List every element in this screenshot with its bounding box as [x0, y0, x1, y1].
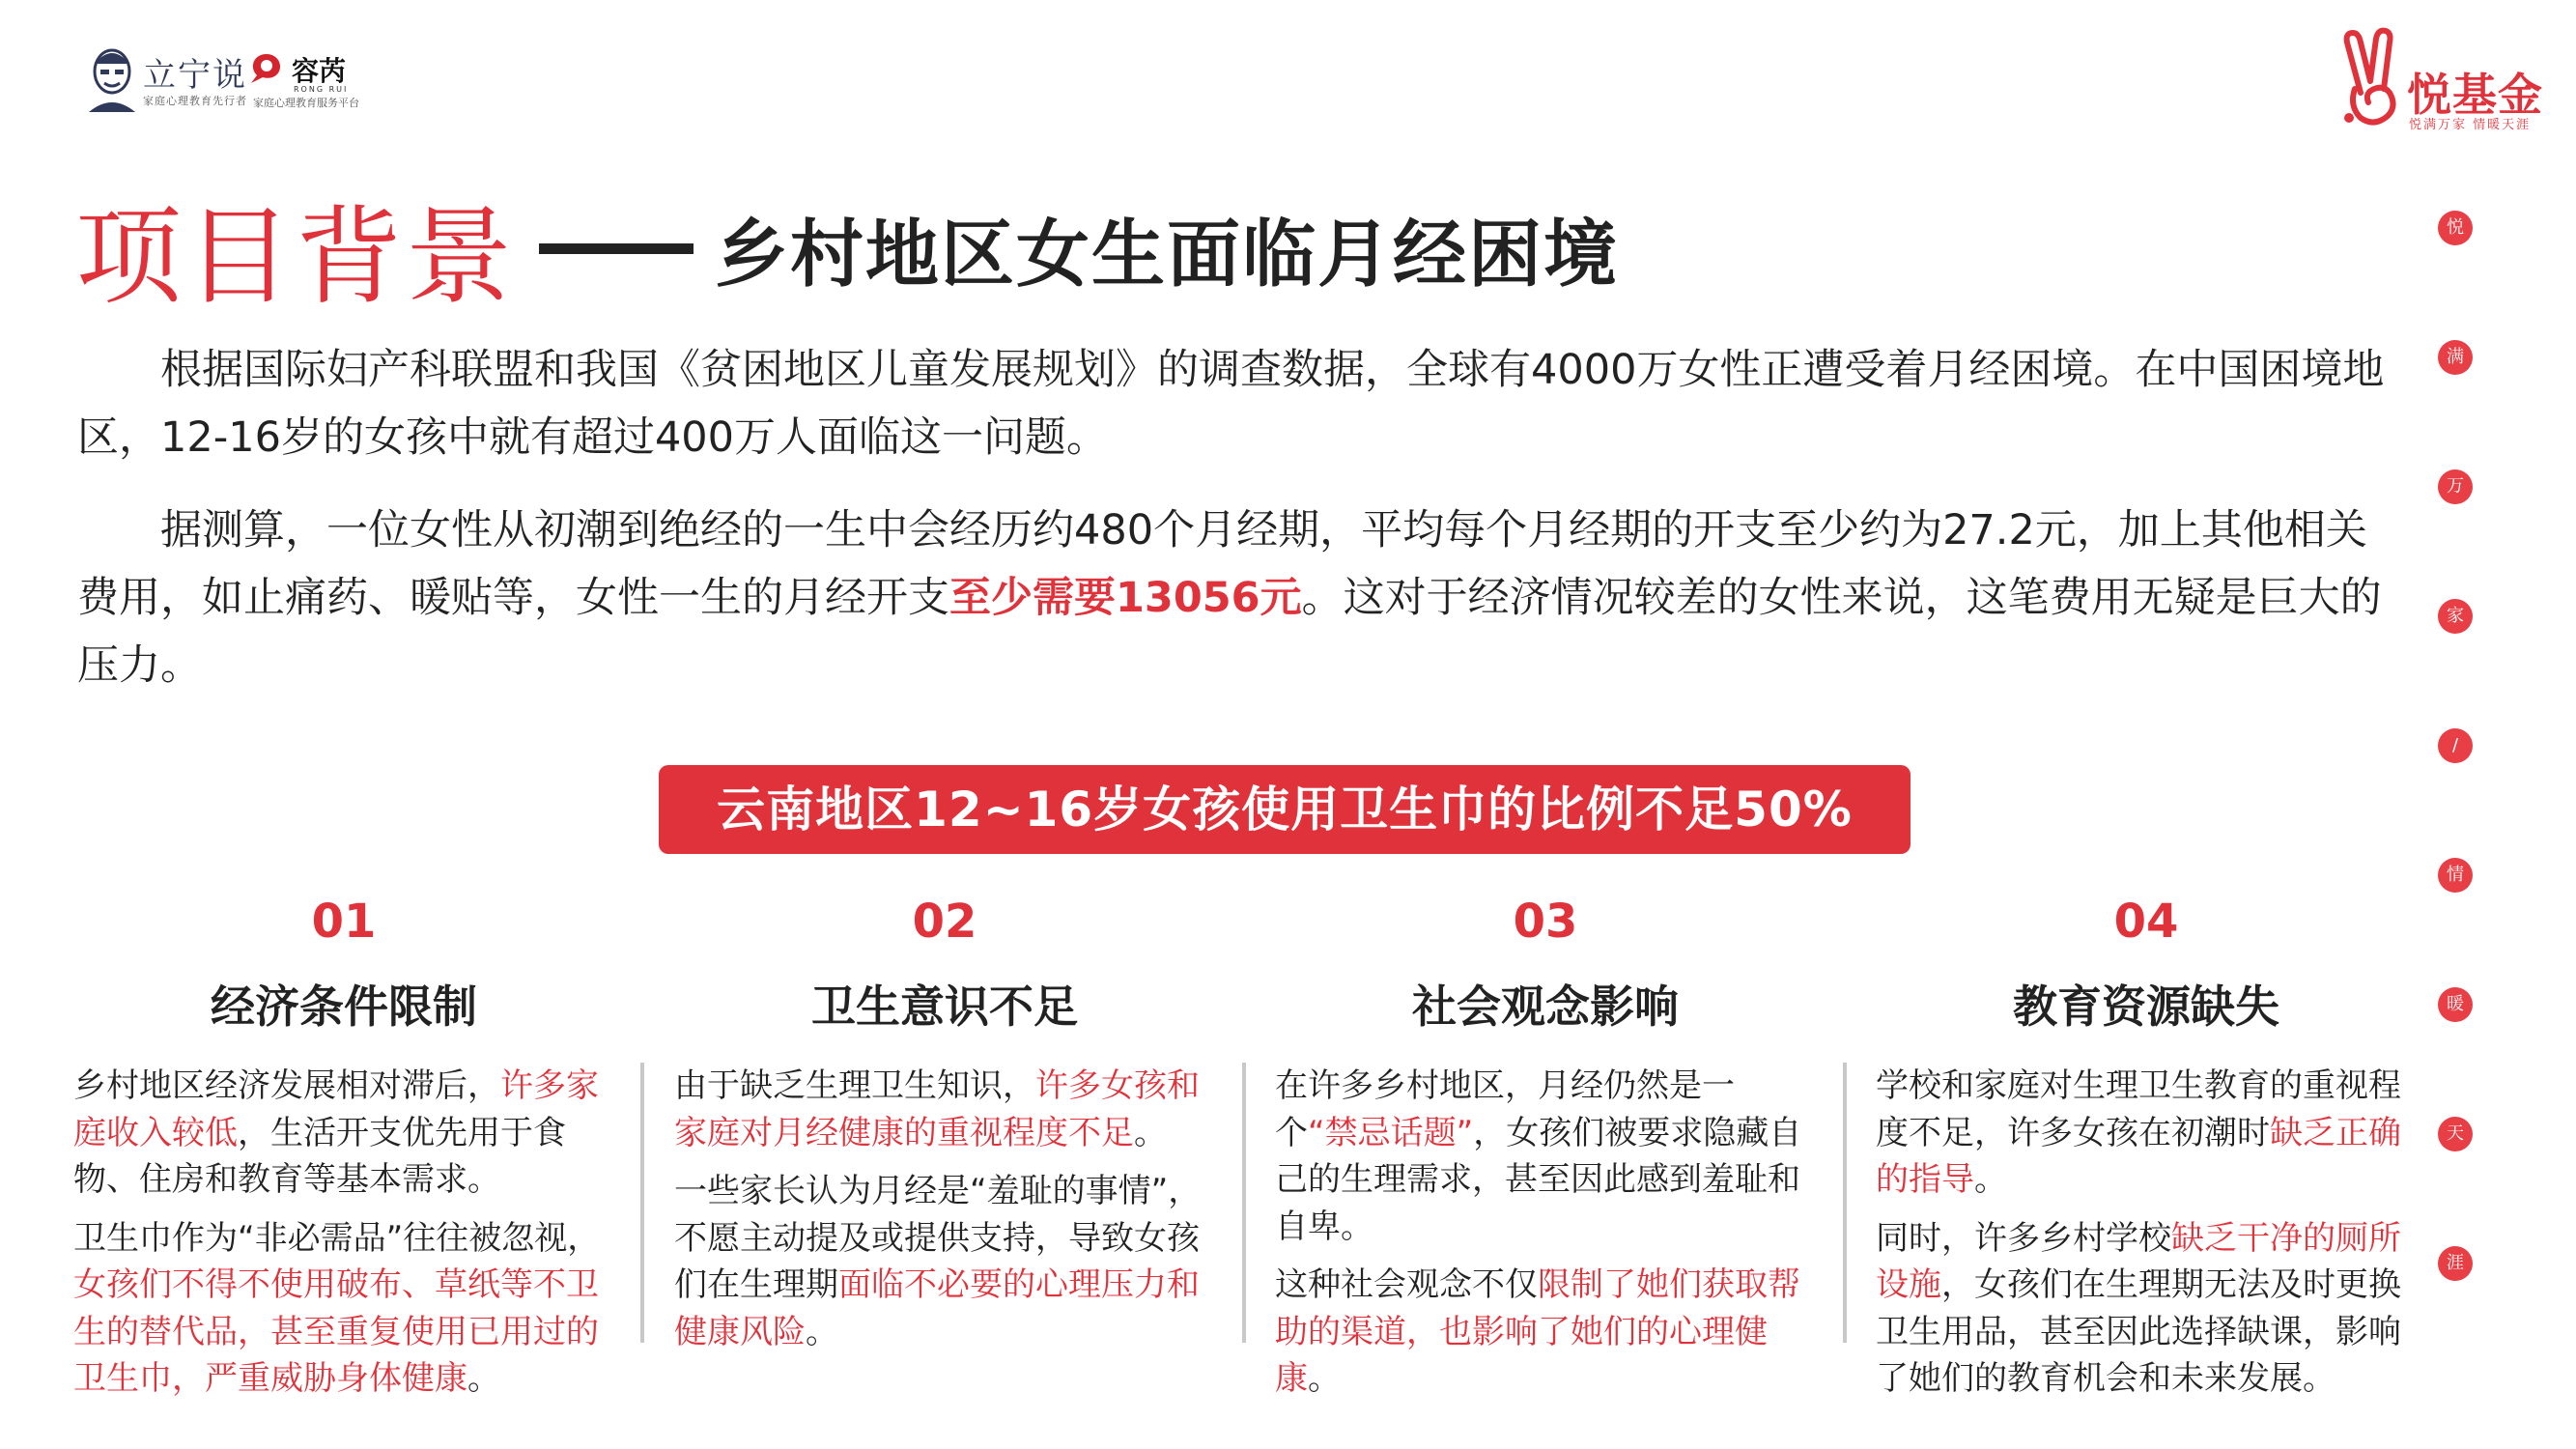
page-title [75, 172, 1619, 319]
lining-portrait-icon [83, 43, 141, 112]
lining-rongrui-logo [83, 43, 373, 129]
side-dot: 涯 [2438, 1246, 2473, 1281]
reason-paragraph [1876, 1063, 2417, 1204]
side-dot: 暖 [2438, 987, 2473, 1022]
side-dot: 悦 [2438, 211, 2473, 245]
side-dot: 家 [2438, 599, 2473, 634]
reason-heading: 卫生意识不足 [811, 980, 1078, 1033]
reason-text: 在许多乡村地区，月经仍然是一个 [1275, 1066, 1735, 1152]
reason-text: 。 [1974, 1160, 2007, 1199]
yue-logo-name: 悦基金 [2407, 69, 2543, 121]
reason-text: 同时，许多乡村学校 [1876, 1218, 2171, 1258]
lining-logo-name: 立宁说 [143, 56, 247, 95]
reason-text: ，女孩们被要求隐藏自己的生理需求，甚至因此感到羞耻和自卑。 [1275, 1113, 1802, 1246]
reason-column-1 [73, 889, 614, 1410]
reason-text: 由于缺乏生理卫生知识， [674, 1066, 1035, 1105]
victory-hand-icon [2335, 25, 2413, 133]
side-dot: 满 [2438, 340, 2473, 375]
reason-text: 学校和家庭对生理卫生教育的重视程度不足，许多女孩在初潮时 [1876, 1066, 2401, 1152]
reason-body [1275, 1063, 1816, 1414]
reason-text: 这种社会观念不仅 [1275, 1265, 1538, 1304]
reason-column-2 [674, 889, 1215, 1410]
title-dash [539, 243, 694, 254]
side-dot: / [2438, 728, 2473, 763]
reason-heading: 社会观念影响 [1412, 980, 1679, 1033]
reason-body [1876, 1063, 2417, 1414]
reason-highlight: 缺乏干净的厕所设施 [1876, 1218, 2401, 1304]
side-dot: 情 [2438, 858, 2473, 893]
lining-logo-tagline: 家庭心理教育先行者 [143, 95, 247, 107]
reason-paragraph [73, 1215, 614, 1403]
intro-paragraph-2 [77, 497, 2395, 699]
reason-highlight: 缺乏正确的指导 [1876, 1113, 2401, 1199]
paragraph2-text: 据测算，一位女性从初潮到绝经的一生中会经历约480个月经期，平均每个月经期的开支至少约为27.2元，加上其他相关费用，如止痛药、暖贴等，女性一生的月经开支 [77, 506, 2367, 622]
reason-highlight: 面临不必要的心理压力和健康风险 [674, 1265, 1200, 1351]
column-divider [640, 1063, 644, 1343]
reason-highlight: “禁忌话题” [1308, 1113, 1474, 1152]
reason-text: 。 [806, 1312, 838, 1351]
side-dot: 万 [2438, 469, 2473, 504]
reason-number: 03 [1513, 895, 1578, 949]
reason-text: 一些家长认为月经是“羞耻的事情”，不愿主动提及或提供支持，导致女孩们在生理期 [674, 1172, 1202, 1304]
reason-body [73, 1063, 614, 1414]
yue-foundation-logo [2335, 25, 2558, 141]
column-divider [1242, 1063, 1246, 1343]
reason-text: 卫生巾作为“非必需品”往往被忽视， [73, 1218, 601, 1258]
reason-text: ，女孩们在生理期无法及时更换卫生用品，甚至因此选择缺课，影响了她们的教育机会和未来发展。 [1876, 1265, 2401, 1398]
reason-paragraph [1275, 1063, 1816, 1250]
rongrui-logo-en: RONG RUI [294, 85, 349, 94]
reason-heading: 教育资源缺失 [2013, 980, 2279, 1033]
reason-text: 乡村地区经济发展相对滞后， [73, 1066, 500, 1105]
reason-number: 01 [311, 895, 377, 949]
rongrui-logo-name: 容芮 [292, 55, 347, 87]
reason-heading: 经济条件限制 [211, 980, 477, 1033]
intro-paragraph-1: 根据国际妇产科联盟和我国《贫困地区儿童发展规划》的调查数据，全球有4000万女性正遭受着月经困境。在中国困境地区，12-16岁的女孩中就有超过400万人面临这一问题。 [77, 346, 2385, 462]
title-main: 项目背景 [75, 195, 516, 319]
title-subtitle: 乡村地区女生面临月经困境 [715, 211, 1619, 298]
paragraph2-text: 。这对于经济情况较差的女性来说，这笔费用无疑是巨大的压力。 [77, 574, 2382, 690]
reason-highlight: 女孩们不得不使用破布、草纸等不卫生的替代品，甚至重复使用已用过的卫生巾，严重威胁身体健康 [73, 1265, 599, 1398]
rongrui-logo-tagline: 家庭心理教育服务平台 [253, 97, 359, 109]
key-stat-banner: 云南地区12~16岁女孩使用卫生巾的比例不足50% [659, 765, 1911, 854]
yue-logo-slogan: 悦满万家 情暖天涯 [2409, 118, 2532, 132]
reason-column-3 [1275, 889, 1816, 1410]
reason-paragraph [674, 1063, 1215, 1156]
reason-number: 04 [2113, 895, 2179, 949]
rongrui-mark-icon [247, 50, 286, 85]
reason-highlight: 限制了她们获取帮助的渠道，也影响了她们的心理健康 [1275, 1265, 1800, 1398]
reason-highlight: 许多家庭收入较低 [73, 1066, 599, 1152]
reason-body [674, 1063, 1215, 1367]
reason-text: ，生活开支优先用于食物、住房和教育等基本需求。 [73, 1113, 566, 1199]
reason-paragraph [1876, 1215, 2417, 1403]
reason-paragraph [674, 1168, 1215, 1355]
reason-number: 02 [912, 895, 977, 949]
reason-text: 。 [1134, 1113, 1167, 1152]
reason-text: 。 [1308, 1359, 1341, 1398]
reason-paragraph [1275, 1262, 1816, 1403]
reason-paragraph [73, 1063, 614, 1204]
paragraph2-highlight: 至少需要13056元 [949, 574, 1302, 622]
reason-highlight: 许多女孩和家庭对月经健康的重视程度不足 [674, 1066, 1200, 1152]
column-divider [1843, 1063, 1847, 1343]
side-dot: 天 [2438, 1117, 2473, 1151]
reason-column-4 [1876, 889, 2417, 1410]
reason-text: 。 [467, 1359, 500, 1398]
